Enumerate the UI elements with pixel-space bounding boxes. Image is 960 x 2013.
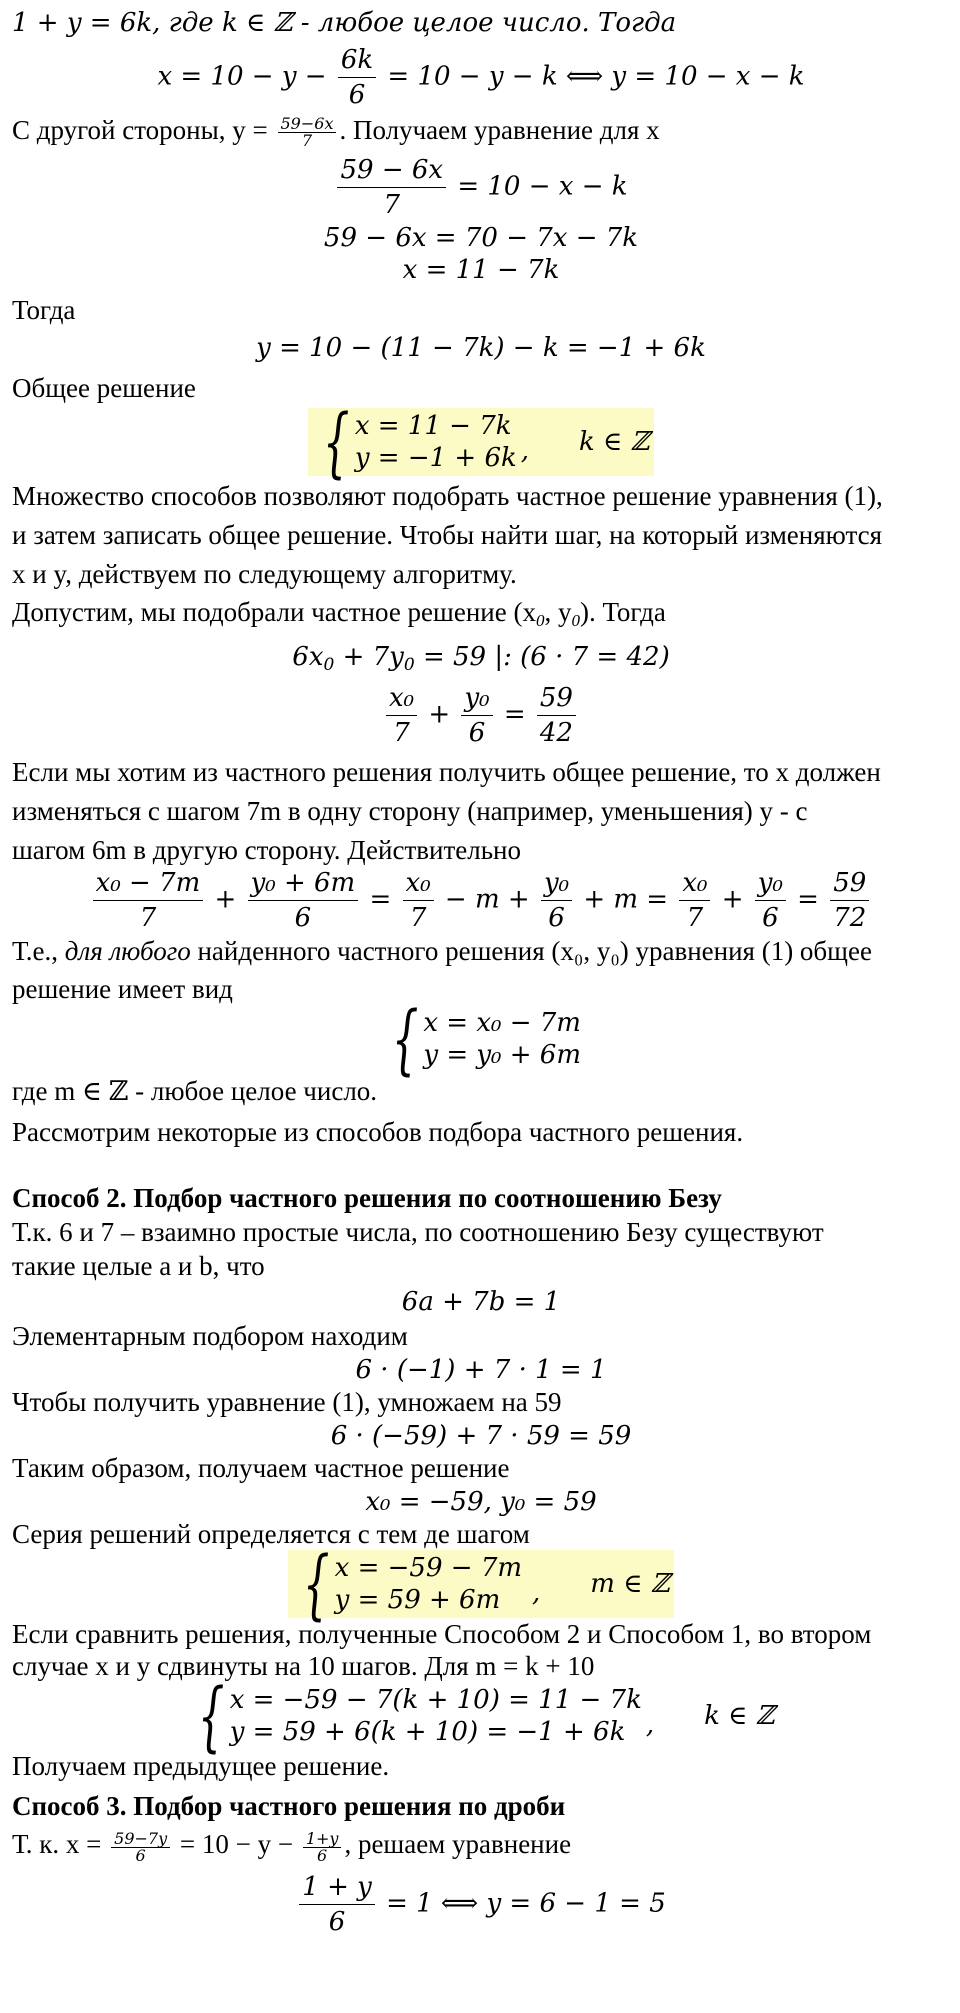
brace: { <box>323 397 350 487</box>
general-solution-system: { x = 11 − 7k y = −1 + 6k , k ∈ ℤ <box>12 408 950 476</box>
paragraph-line: Таким образом, получаем частное решение <box>12 1453 510 1484</box>
paragraph-line: Если сравнить решения, полученные Способом 2 и Способом 1, во втором <box>12 1619 872 1650</box>
text-line: Тогда <box>12 295 76 326</box>
system: { x = −59 − 7(k + 10) = 11 − 7k y = 59 + 6(k + 10) = −1 + 6k , k ∈ ℤ <box>198 1671 775 1761</box>
paragraph-line: Элементарным подбором находим <box>12 1321 408 1352</box>
solution-series-system: { x = −59 − 7m y = 59 + 6m , m ∈ ℤ <box>12 1550 950 1618</box>
equation: $6x_0 + 7y_0 = 59$ |: (6 · 7 = 42) <box>292 642 670 676</box>
paragraph-line: Рассмотрим некоторые из способов подбора частного решения. <box>12 1117 744 1148</box>
equation: y = 10 − (11 − 7k) − k = −1 + 6k <box>256 333 706 364</box>
paragraph-line: Если мы хотим из частного решения получить общее решение, то x должен <box>12 757 881 788</box>
fraction: $\frac{6k}{6}$ <box>338 43 376 112</box>
paragraph-line: решение имеет вид <box>12 974 233 1005</box>
paragraph-line: где m ∈ ℤ - любое целое число. <box>12 1076 378 1107</box>
paragraph-line: Т. к. x = $\frac{59-7y}{6}$ = 10 − y − $\frac{1+y}{6}$ , решаем уравнение <box>12 1828 572 1865</box>
paragraph-line: случае x и y сдвинуты на 10 шагов. Для m = k + 10 <box>12 1651 595 1682</box>
equation: 6a + 7b = 1 <box>401 1287 561 1318</box>
paragraph-line: x и y, действуем по следующему алгоритму. <box>12 559 517 590</box>
equation: x₀ = −59, y₀ = 59 <box>365 1487 597 1518</box>
equation: x = 11 − 7k <box>402 255 560 286</box>
paragraph-line: Множество способов позволяют подобрать частное решение уравнения (1), <box>12 481 883 512</box>
fraction: $\frac{59-6x}{7}$ <box>278 116 337 149</box>
text-line: С другой стороны, y = $\frac{59-6x}{7}$ . Получаем уравнение для x <box>12 114 660 151</box>
section-heading: Способ 3. Подбор частного решения по дроби <box>12 1791 566 1822</box>
paragraph-line: шагом 6m в другую сторону. Действительно <box>12 835 521 866</box>
paragraph-line: Допустим, мы подобрали частное решение ($x_0$, $y_0$). Тогда <box>12 597 666 631</box>
paragraph-line: и затем записать общее решение. Чтобы найти шаг, на который изменяются <box>12 520 882 551</box>
section-heading: Способ 2. Подбор частного решения по соотношению Безу <box>12 1183 722 1214</box>
paragraph-line: Т.е., для любого найденного частного решения (x₀, y₀) уравнения (1) общее <box>12 936 872 967</box>
text-line: Общее решение <box>12 373 196 404</box>
equation: 59 − 6x = 70 − 7x − 7k <box>323 223 639 254</box>
equation: $\frac{\text{x₀ − 7m}}{7}$ + $\frac{\text{y₀ + 6m}}{6}$ = $\frac{\text{x₀}}{7}$ − m + $\frac{\text{y₀}}{6}$ + m = $\frac{\text{x₀}}{7}$ + $\frac{\text{y₀}}{6}$ = $\frac{59}{72}$ <box>12 866 950 935</box>
equation: $\frac{59 - 6x}{7}$ = 10 − x − k <box>12 153 950 222</box>
paragraph-line: Чтобы получить уравнение (1), умножаем на 59 <box>12 1387 562 1418</box>
paragraph-line: изменяться с шагом 7m в одну сторону (например, уменьшения) y - с <box>12 796 808 827</box>
equation: $\frac{1 + y}{6}$ = 1 ⟺ y = 6 − 1 = 5 <box>12 1870 950 1939</box>
equation: $\frac{\text{x₀}}{7}$ + $\frac{\text{y₀}}{6}$ = $\frac{59}{42}$ <box>12 681 950 750</box>
text-line: 1 + y = 6k, где k ∈ ℤ - любое целое число. Тогда <box>12 8 677 38</box>
paragraph-line: Получаем предыдущее решение. <box>12 1751 390 1782</box>
equation: 6 · (−1) + 7 · 1 = 1 <box>355 1355 607 1386</box>
paragraph-line: Серия решений определяется с тем де шагом <box>12 1519 530 1550</box>
paragraph-line: Т.к. 6 и 7 – взаимно простые числа, по соотношению Безу существуют <box>12 1217 824 1248</box>
paragraph-line: такие целые a и b, что <box>12 1251 265 1282</box>
fraction: $\frac{59 - 6x}{7}$ <box>337 153 446 222</box>
system: { x = x₀ − 7m y = y₀ + 6m <box>391 994 581 1084</box>
equation: 6 · (−59) + 7 · 59 = 59 <box>330 1421 632 1452</box>
equation: x = 10 − y − $\frac{6k}{6}$ = 10 − y − k ⟺ y = 10 − x − k <box>157 45 805 110</box>
